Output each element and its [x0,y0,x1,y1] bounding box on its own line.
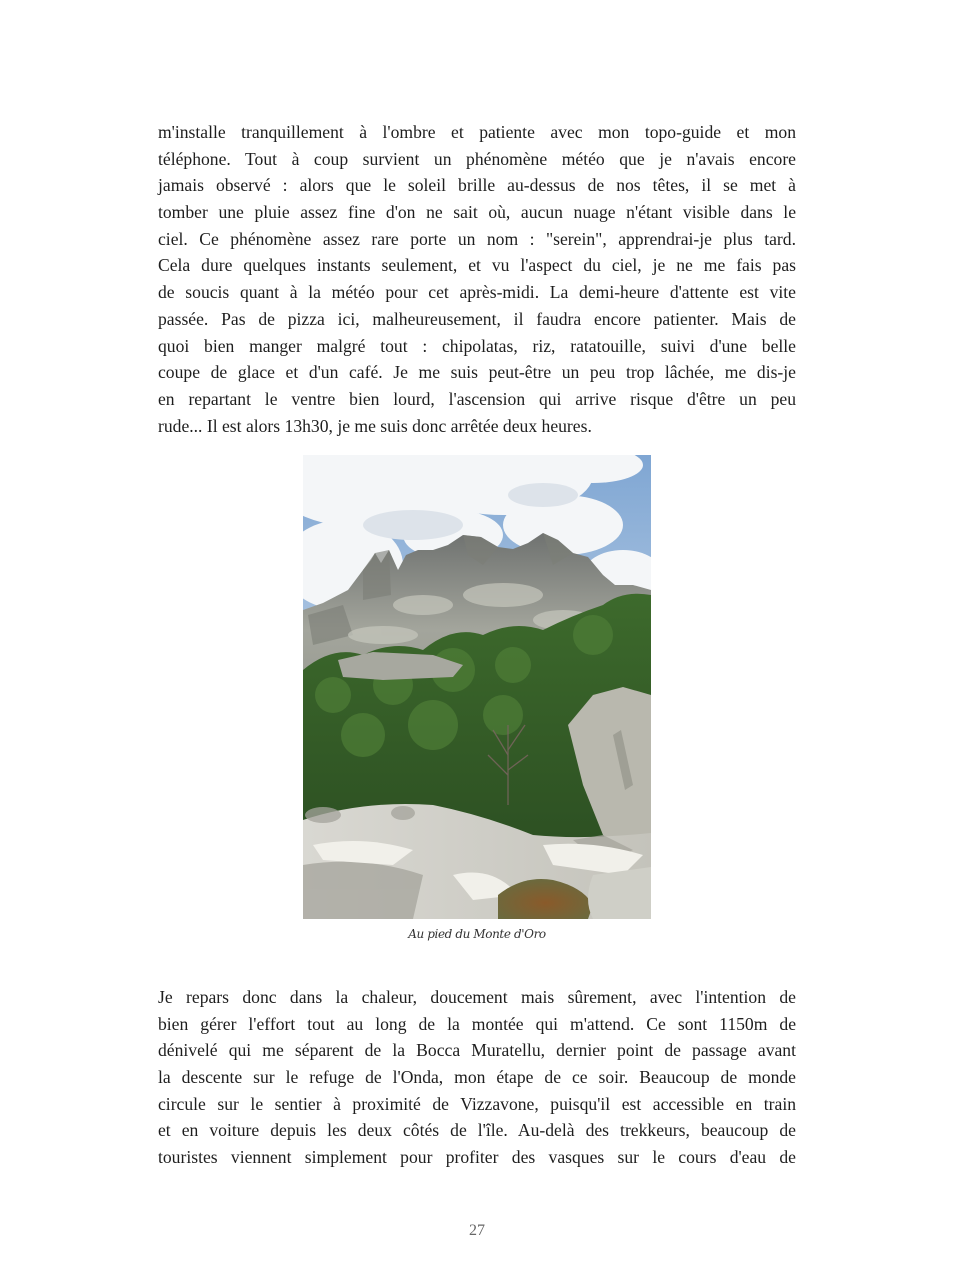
paragraph [158,119,796,439]
text-line: quoi bien manger malgré tout : chipolatas, riz, ratatouille, suivi d'une belle [158,335,796,356]
text-line: m'installe tranquillement à l'ombre et patiente avec mon topo-guide et mon [158,122,796,142]
page-number: 27 [469,1222,485,1239]
text-line: passée. Pas de pizza ici, malheureusement, il faudra encore patienter. Mais de [158,308,796,329]
text-line: de soucis quant à la météo pour cet après-midi. La demi-heure d'attente est vite [158,282,796,303]
text-line: jamais observé : alors que le soleil brille au-dessus de nos têtes, il se met à [158,175,796,196]
text-line: la descente sur le refuge de l'Onda, mon étape de ce soir. Beaucoup de monde [158,1067,796,1088]
text-line: et en voiture depuis les deux côtés de l'île. Au-delà des trekkeurs, beaucoup de [158,1120,796,1141]
figure-caption: Au pied du Monte d'Oro [408,927,546,941]
text-line: dénivelé qui me séparent de la Bocca Muratellu, dernier point de passage avant [158,1040,796,1061]
text-line: coupe de glace et d'un café. Je me suis peut-être un peu trop lâchée, me dis-je [158,362,796,383]
photo-illustration [303,455,651,919]
text-line: Cela dure quelques instants seulement, et vu l'aspect du ciel, je ne me fais pas [158,255,796,276]
text-line: rude... Il est alors 13h30, je me suis donc arrêtée deux heures. [158,415,592,436]
paragraph [158,984,796,1171]
text-line: téléphone. Tout à coup survient un phénomène météo que je n'avais encore [158,148,796,169]
text-line: ciel. Ce phénomène assez rare porte un nom : "serein", apprendrai-je plus tard. [158,228,796,249]
text-line: tomber une pluie assez fine d'on ne sait où, aucun nuage n'étant visible dans le [158,202,796,223]
text-line: touristes viennent simplement pour profiter des vasques sur le cours d'eau de [158,1147,796,1168]
text-line: Je repars donc dans la chaleur, doucement mais sûrement, avec l'intention de [158,987,796,1007]
mountain-photo [303,455,651,919]
text-line: bien gérer l'effort tout au long de la montée qui m'attend. Ce sont 1150m de [158,1013,796,1034]
text-line: circule sur le sentier à proximité de Vizzavone, puisqu'il est accessible en train [158,1093,796,1114]
text-line: en repartant le ventre bien lourd, l'ascension qui arrive risque d'être un peu [158,388,796,409]
